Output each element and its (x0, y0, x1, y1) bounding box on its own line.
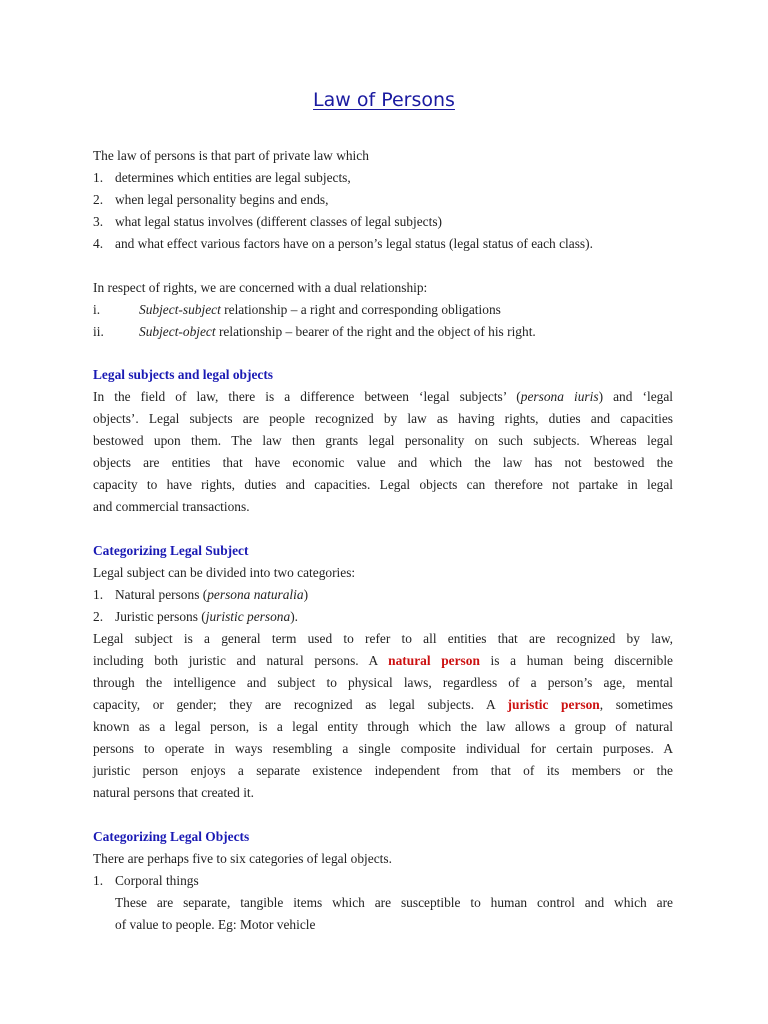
list-item (115, 606, 298, 628)
list-item-number: 2. (93, 192, 104, 207)
paragraph-line: Legal subject is a general term used to refer to all entities that are recognized by law, (93, 631, 673, 646)
paragraph-line (93, 650, 673, 672)
rights-intro: In respect of rights, we are concerned with a dual relationship: (93, 280, 428, 295)
paragraph-line: known as a legal person, is a legal entity through which the law allows a group of natural (93, 719, 673, 734)
list-item-number: 1. (93, 170, 104, 185)
list-item: determines which entities are legal subjects, (115, 170, 351, 185)
term-natural-person: natural person (388, 653, 480, 668)
list-item-number: 4. (93, 236, 104, 251)
section-heading-categorizing-legal-subject: Categorizing Legal Subject (93, 543, 249, 558)
text-run: is a human being discernible (479, 653, 674, 668)
emphasis: Subject-subject (139, 302, 221, 317)
emphasis: juristic persona (205, 609, 291, 624)
list-item-number: 1. (93, 587, 104, 602)
section-heading-legal-subjects-objects: Legal subjects and legal objects (93, 367, 274, 382)
list-item: Corporal things (115, 873, 199, 888)
list-item: when legal personality begins and ends, (115, 192, 329, 207)
text-run: Natural persons ( (115, 587, 208, 602)
paragraph-line: objects are entities that have economic value and which the law has not bestowed the (93, 455, 673, 470)
paragraph-line: natural persons that created it. (93, 785, 254, 800)
list-item-text: relationship – bearer of the right and the object of his right. (215, 324, 536, 339)
list-item (139, 299, 501, 321)
paragraph-line: through the intelligence and subject to physical laws, regardless of a person’s age, mental (93, 675, 673, 690)
paragraph-line: juristic person enjoys a separate existence independent from that of its members or the (93, 763, 673, 778)
list-item-number: i. (93, 302, 101, 317)
paragraph-line (93, 694, 673, 716)
list-item (115, 584, 308, 606)
paragraph-line: objects’. Legal subjects are people recognized by law as having rights, duties and capacities (93, 411, 673, 426)
list-item: what legal status involves (different classes of legal subjects) (115, 214, 442, 229)
text-run: capacity, or gender; they are recognized as legal subjects. A (93, 697, 508, 712)
paragraph-line: bestowed upon them. The law then grants legal personality on such subjects. Whereas legal (93, 433, 673, 448)
text-run: , sometimes (599, 697, 673, 712)
emphasis: persona naturalia (207, 587, 304, 602)
emphasis: Subject-object (139, 324, 216, 339)
paragraph-line: capacity to have rights, duties and capacities. Legal objects can therefore not partake in legal (93, 477, 673, 492)
intro-text: The law of persons is that part of private law which (93, 148, 369, 163)
section-intro: There are perhaps five to six categories of legal objects. (93, 851, 392, 866)
paragraph-line (93, 386, 673, 408)
list-item-number: 2. (93, 609, 104, 624)
text-run: ) and ‘legal (598, 389, 673, 404)
term-juristic-person: juristic person (507, 697, 600, 712)
section-intro: Legal subject can be divided into two categories: (93, 565, 356, 580)
list-item-number: 1. (93, 873, 104, 888)
list-item (139, 321, 536, 343)
paragraph-line: and commercial transactions. (93, 499, 250, 514)
paragraph-line: of value to people. Eg: Motor vehicle (115, 917, 316, 932)
list-item-number: ii. (93, 324, 104, 339)
paragraph-line: These are separate, tangible items which are susceptible to human control and which are (115, 895, 673, 910)
list-item-text: relationship – a right and corresponding obligations (220, 302, 501, 317)
list-item: and what effect various factors have on a person’s legal status (legal status of each class). (115, 236, 593, 251)
paragraph-line: persons to operate in ways resembling a single composite individual for certain purposes. A (93, 741, 673, 756)
text-run: In the field of law, there is a difference between ‘legal subjects’ ( (93, 389, 521, 404)
section-heading-categorizing-legal-objects: Categorizing Legal Objects (93, 829, 250, 844)
list-item-number: 3. (93, 214, 104, 229)
page-title: Law of Persons (313, 89, 455, 111)
text-run: including both juristic and natural persons. A (93, 653, 389, 668)
text-run: ) (303, 587, 309, 602)
text-run: Juristic persons ( (115, 609, 206, 624)
emphasis: persona iuris (520, 389, 599, 404)
text-run: ). (290, 609, 298, 624)
